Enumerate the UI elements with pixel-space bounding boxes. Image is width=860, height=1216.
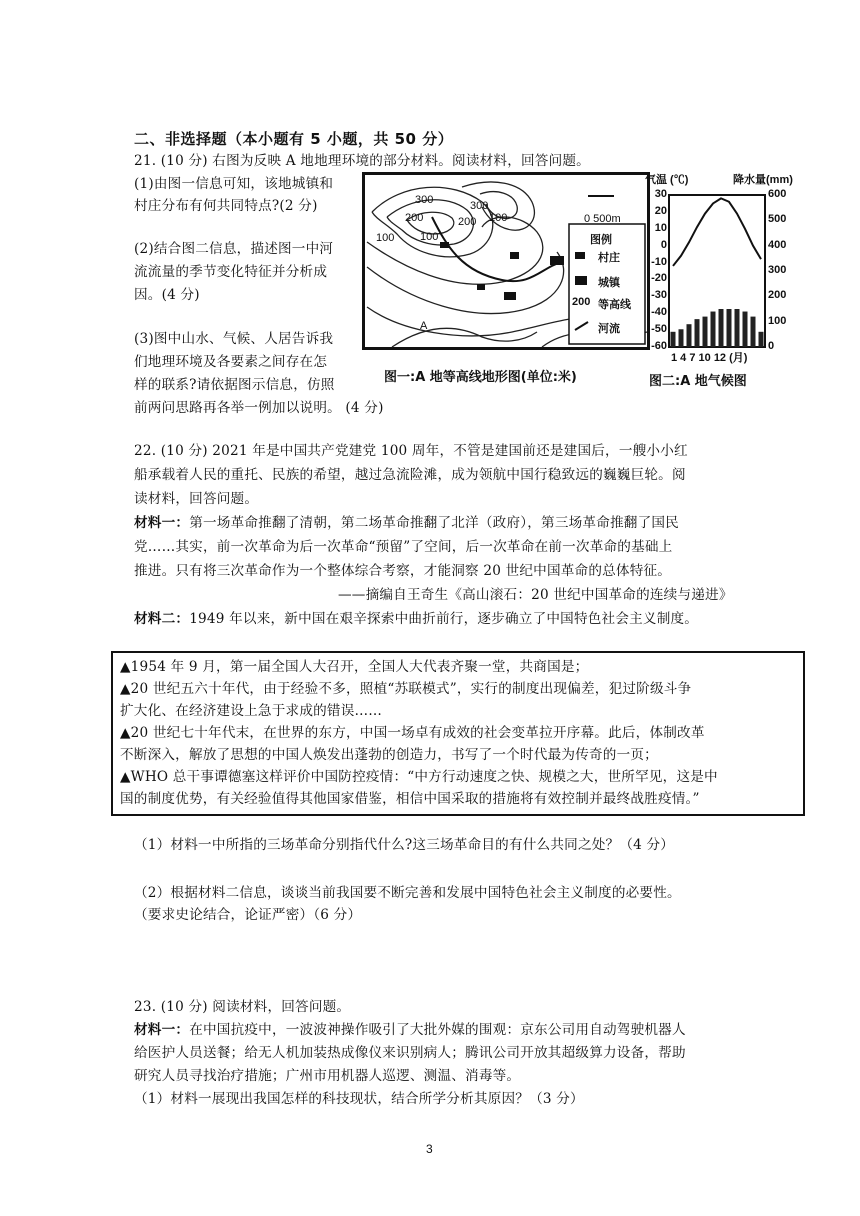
q21-stem: 21. (10 分) 右图为反映 A 地地理环境的部分材料。阅读材料，回答问题。 [134, 153, 590, 169]
temp-tick: 30 [654, 188, 667, 200]
box-line7: 国的制度优势，有关经验值得其他国家借鉴，相信中国采取的措施将有效控制并最终战胜疫情。” [120, 791, 700, 807]
temp-axis-label: 气温 (℃) [645, 174, 689, 186]
q22-question1: （1）材料一中所指的三场革命分别指代什么?这三场革命目的有什么共同之处？（4 分） [134, 837, 675, 853]
q22-material1-source: ——摘编自王奇生《高山滚石：20 世纪中国革命的连续与递进》 [338, 587, 733, 603]
q21-sub3-line4: 前两问思路再各举一例加以说明。 (4 分) [134, 400, 384, 416]
box-line1: ▲1954 年 9 月，第一届全国人大召开，全国人大代表齐聚一堂，共商国是； [120, 659, 589, 675]
contour-map-figure [362, 172, 650, 388]
q22-stem-line1: 22. (10 分) 2021 年是中国共产党建党 100 周年，不管是建国前还是建国后，一艘小小红 [134, 443, 688, 459]
map-caption: 图一:A 地等高线地形图(单位:米) [384, 370, 577, 385]
legend-village: 村庄 [598, 252, 620, 264]
contour-300-a: 300 [415, 194, 434, 206]
q21-sub3-line3: 样的联系?请依据图示信息，仿照 [134, 377, 335, 393]
q22-question2-line2: （要求史论结合，论证严密）（6 分） [134, 907, 362, 923]
q21-sub1-line1: (1)由图一信息可知，该地城镇和 [134, 176, 334, 192]
q23-material1-line3: 研究人员寻找治疗措施；广州市用机器人巡逻、测温、消毒等。 [134, 1068, 521, 1084]
q21-sub3-line2: 们地理环境及各要素之间存在怎 [134, 354, 328, 370]
box-line4: ▲20 世纪七十年代末，在世界的东方，中国一场卓有成效的社会变革拉开序幕。此后，体制改革 [120, 725, 705, 741]
q22-material1-label: 材料一： [134, 515, 190, 531]
climate-chart-figure [645, 165, 800, 390]
box-line2: ▲20 世纪五六十年代，由于经验不多，照植“苏联模式”，实行的制度出现偏差，犯过阶级斗争 [120, 681, 692, 697]
q22-stem-line3: 读材料，回答问题。 [134, 491, 259, 507]
q23-material1-text1: 在中国抗疫中，一波波神操作吸引了大批外媒的围观：京东公司用自动驾驶机器人 [189, 1022, 686, 1038]
precip-bar-month-3 [687, 324, 692, 347]
q22-material2-text: 1949 年以来，新中国在艰辛探索中曲折前行，逐步确立了中国特色社会主义制度。 [189, 611, 699, 627]
contour-100-b: 100 [489, 212, 508, 224]
legend-contour-value: 200 [572, 296, 591, 308]
q23-material1-line2: 给医护人员送餐；给无人机加装热成像仪来识别病人；腾讯公司开放其超级算力设备，帮助 [134, 1045, 686, 1061]
box-line6: ▲WHO 总干事谭德塞这样评价中国防控疫情：“中方行动速度之快、规模之大，世所罕见，这是中 [120, 769, 718, 785]
q22-material1-line1 [134, 512, 679, 534]
q22-material2-line [134, 608, 698, 630]
q21-sub2-line2: 流流量的季节变化特征并分析成 [134, 264, 328, 280]
scale-label: 0 500m [584, 213, 621, 225]
temp-tick: -50 [651, 323, 667, 336]
precip-bar-month-10 [743, 312, 748, 347]
q23-material1-label: 材料一： [134, 1022, 190, 1038]
q22-stem-line2: 船承载着人民的重托、民族的希望，越过急流险滩，成为领航中国行稳致远的巍巍巨轮。阅 [134, 467, 686, 483]
precip-tick: 0 [768, 340, 775, 352]
temp-tick: -30 [651, 289, 667, 302]
precip-tick: 200 [768, 289, 787, 302]
q23-material1-line1 [134, 1019, 686, 1041]
contour-200-a: 200 [405, 212, 424, 224]
contour-200-b: 200 [458, 216, 477, 228]
temp-tick: -20 [651, 272, 667, 285]
section-title: 二、非选择题（本小题有 5 小题，共 50 分） [134, 130, 454, 148]
q22-material2-label: 材料二： [134, 611, 190, 627]
precip-axis-label: 降水量(mm) [733, 174, 793, 186]
precip-bar-month-7 [719, 309, 724, 347]
precip-bar-month-4 [695, 319, 700, 347]
precip-bar-month-9 [735, 309, 740, 347]
temp-tick: 10 [654, 221, 667, 234]
precip-tick: 600 [768, 188, 787, 200]
q22-material1-line2: 党……其实，前一次革命为后一次革命“预留”了空间，后一次革命在前一次革命的基础上 [134, 539, 673, 555]
point-a-label: A [420, 320, 428, 332]
legend-town: 城镇 [598, 277, 620, 289]
page-number: 3 [426, 1142, 433, 1156]
q21-sub1-line2: 村庄分布有何共同特点?(2 分) [134, 198, 318, 214]
precip-tick: 300 [768, 264, 787, 276]
contour-300-b: 300 [470, 200, 489, 212]
q22-question2-line1: （2）根据材料二信息，谈谈当前我国要不断完善和发展中国特色社会主义制度的必要性。 [134, 885, 681, 901]
temp-tick: 20 [654, 204, 667, 217]
temp-tick: -40 [651, 306, 667, 319]
precip-bar-month-8 [727, 309, 732, 347]
q22-material1-line3: 推进。只有将三次革命作为一个整体综合考察，才能洞察 20 世纪中国革命的总体特征。 [134, 563, 672, 579]
q21-sub2-line1: (2)结合图二信息，描述图一中河 [134, 241, 334, 257]
contour-100-a: 100 [420, 231, 439, 243]
temp-tick: -60 [651, 340, 667, 352]
precip-bar-month-2 [679, 329, 684, 347]
month-ticks: 1 4 7 10 12 (月) [671, 352, 748, 364]
legend-title: 图例 [590, 234, 612, 246]
precip-bar-month-11 [751, 317, 756, 347]
precip-tick: 400 [768, 238, 787, 251]
climate-caption: 图二:A 地气候图 [649, 374, 747, 389]
q21-sub2-line3: 因。(4 分) [134, 287, 200, 303]
temp-tick: 0 [660, 238, 667, 251]
precip-bar-month-5 [703, 317, 708, 347]
box-line5: 不断深入，解放了思想的中国人焕发出蓬勃的创造力，书写了一个时代最为传奇的一页； [120, 747, 658, 763]
legend-river: 河流 [598, 323, 620, 335]
q23-stem: 23. (10 分) 阅读材料，回答问题。 [134, 999, 351, 1015]
q21-sub3-line1: (3)图中山水、气候、人居告诉我 [134, 331, 334, 347]
box-line3: 扩大化、在经济建设上急于求成的错误…… [120, 703, 383, 719]
precip-bar-month-1 [671, 332, 676, 347]
contour-100-c: 100 [376, 232, 395, 244]
q23-question1: （1）材料一展现出我国怎样的科技现状，结合所学分析其原因？（3 分） [134, 1091, 584, 1107]
precip-bar-month-12 [759, 332, 764, 347]
precip-tick: 100 [768, 314, 787, 327]
q22-material1-text1: 第一场革命推翻了清朝，第二场革命推翻了北洋（政府），第三场革命推翻了国民 [189, 515, 679, 531]
precip-tick: 500 [768, 213, 787, 226]
temp-tick: -10 [651, 255, 667, 268]
precip-bar-month-6 [711, 312, 716, 347]
legend-contour: 等高线 [598, 299, 631, 311]
